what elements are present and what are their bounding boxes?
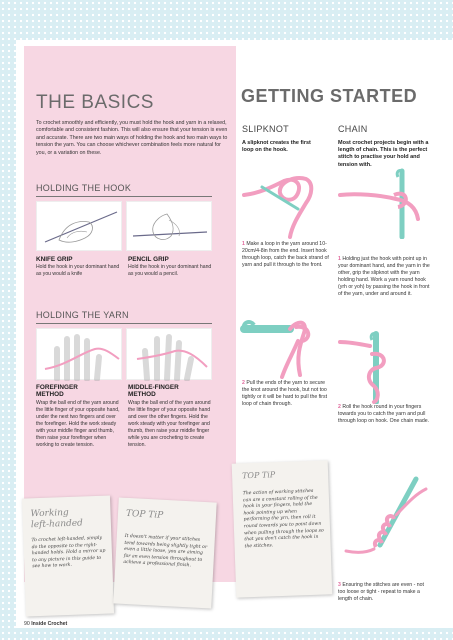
pencil-grip-illustration xyxy=(126,201,212,251)
forefinger-title-2: METHOD xyxy=(36,391,64,398)
forefinger-title-1: FOREFINGER xyxy=(36,384,78,391)
chain-step1-illustration xyxy=(336,165,432,239)
step-number: 3 xyxy=(338,582,341,588)
step-text: Ensuring the stitches are even - not too loose or tight - repeat to make a length of chain. xyxy=(338,582,424,602)
slipknot-step1-illustration xyxy=(240,165,332,239)
hook-heading: HOLDING THE HOOK xyxy=(36,183,132,193)
step-number: 2 xyxy=(242,380,245,386)
forefinger-text: Wrap the ball end of the yarn around the little finger of your opposite hand, under the next two fingers and over the forefinger. Hold the work steady with your middle finger and thumb, then raise your forefinger when working to create tension. xyxy=(36,400,120,448)
basics-title: THE BASICS xyxy=(36,92,154,113)
forefinger-illustration xyxy=(36,328,122,380)
page-number: 90 xyxy=(24,621,30,627)
knife-grip-title: KNIFE GRIP xyxy=(36,256,73,263)
chain-step2-illustration xyxy=(336,330,432,404)
chain-step-2 xyxy=(338,404,430,425)
step-text: Roll the hook round in your fingers towards you to catch the yarn and pull through loop on hook. One chain made. xyxy=(338,404,430,424)
chain-heading: CHAIN xyxy=(338,124,368,134)
tip-note-1 xyxy=(113,498,216,609)
step-text: Pull the ends of the yarn to secure the knot around the hook, but not too tightly or it will be hard to pull the first loop of chain through. xyxy=(242,380,328,407)
knife-grip-illustration xyxy=(36,201,122,251)
left-handed-title-2: left-handed xyxy=(30,518,84,531)
tip-title-1: TOP TiP xyxy=(125,508,164,521)
knife-grip-text: Hold the hook in your dominant hand as you would a knife xyxy=(36,264,120,277)
divider xyxy=(36,323,212,324)
step-text: Holding just the hook with point up in your dominant hand, and the yarn in the other, grip the slipknot with the yarn holding hand. Work a yarn round hook (yrh or yoh) by passing the hook in front of the yarn, under and around it. xyxy=(338,256,430,297)
magazine-name: Inside Crochet xyxy=(31,621,68,627)
left-handed-title-1: Working xyxy=(30,507,69,520)
pencil-grip-title: PENCIL GRIP xyxy=(128,256,169,263)
step-number: 2 xyxy=(338,404,341,410)
tip-text-2: The action of working stitches can are a constant rolling of the hook in your fingers, hold the hook pointing up when performing the yrn, then roll it round towards you to point down when pulling through the loops so that you don't catch the hook in the stitches. xyxy=(242,488,324,550)
slipknot-step-1 xyxy=(242,241,332,269)
middle-finger-title-2: METHOD xyxy=(128,391,156,398)
slipknot-step2-illustration xyxy=(240,305,332,379)
getting-started-title: GETTING STARTED xyxy=(241,86,418,106)
divider xyxy=(36,196,212,197)
chain-step3-illustration xyxy=(336,475,432,555)
middle-finger-illustration xyxy=(126,328,212,380)
basics-intro: To crochet smoothly and efficiently, you must hold the hook and yarn in a relaxed, comfortable and consistent fashion. This will also ensure that your tension is even and accurate. There are two main ways of holding the hook and two main ways to tension the yarn. You can choose whichever combination feels more natural for you, or a variation on these. xyxy=(36,120,228,156)
left-handed-text: To crochet left-handed, simply do the opposite to the right-handed holds. Hold a mirror up to any picture in this guide to see how to work. xyxy=(31,535,106,570)
middle-finger-title-1: MIDDLE-FINGER xyxy=(128,384,179,391)
tip-note-2 xyxy=(232,460,333,597)
chain-intro: Most crochet projects begin with a length of chain. This is the perfect stitch to practise your hold and tension with. xyxy=(338,140,429,168)
step-text: Make a loop in the yarn around 10-20cm/4-8in from the end. Insert hook through loop, catch the back strand of yarn and pull it through to the front. xyxy=(242,241,329,268)
slipknot-step-2 xyxy=(242,380,332,408)
slipknot-heading: SLIPKNOT xyxy=(242,124,289,134)
slipknot-intro: A slipknot creates the first loop on the hook. xyxy=(242,140,311,154)
step-number: 1 xyxy=(242,241,245,247)
left-handed-note xyxy=(22,496,114,617)
pencil-grip-text: Hold the hook in your dominant hand as you would a pencil. xyxy=(128,264,212,277)
chain-step-3 xyxy=(338,582,430,603)
step-number: 1 xyxy=(338,256,341,262)
tip-text-1: It doesn't matter if your stitches tend towards being slightly tight or even a little loose, you are aiming for an even tension throughout to achieve a professional finish. xyxy=(123,533,208,569)
middle-finger-text: Wrap the ball end of the yarn around the little finger of your opposite hand and over the other fingers. Hold the work steady with your forefinger and thumb, then raise your middle finger while you are crocheting to create tension. xyxy=(128,400,211,448)
chain-step-1 xyxy=(338,256,430,298)
tip-title-2: TOP TiP xyxy=(241,470,276,481)
yarn-heading: HOLDING THE YARN xyxy=(36,310,129,320)
page-footer xyxy=(24,621,67,627)
